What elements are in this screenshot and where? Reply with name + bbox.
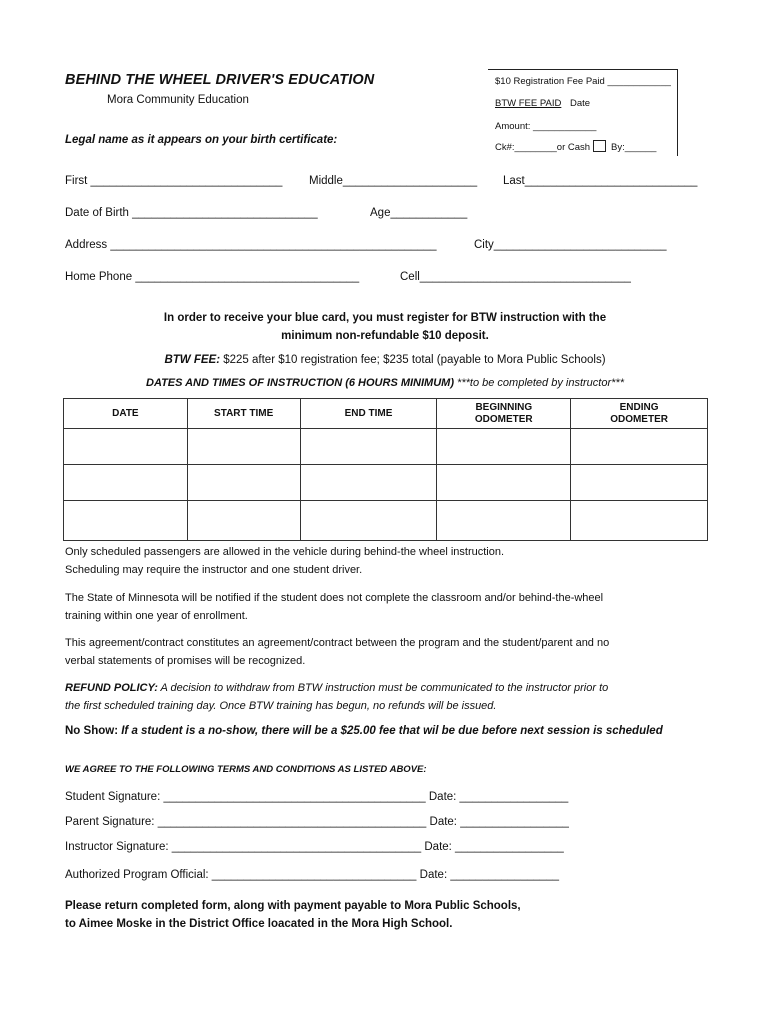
office-use-fee-box [488, 69, 678, 156]
last-name-field[interactable]: Last___________________________ [503, 175, 698, 187]
table-row [64, 501, 708, 541]
ending-odometer-cell[interactable] [571, 501, 708, 541]
no-show-text: If a student is a no-show, there will be a $25.00 fee that wil be due before next session is scheduled [118, 725, 663, 737]
agree-heading: WE AGREE TO THE FOLLOWING TERMS AND CONDITIONS AS LISTED ABOVE: [65, 764, 427, 775]
refund-policy-label: REFUND POLICY: [65, 682, 158, 694]
blue-card-notice-line1: In order to receive your blue card, you must register for BTW instruction with the [163, 312, 607, 324]
dates-heading-label: DATES AND TIMES OF INSTRUCTION (6 HOURS MINIMUM) [146, 377, 454, 389]
home-phone-field[interactable]: Home Phone ___________________________________ [65, 271, 360, 283]
beginning-odometer-cell[interactable] [437, 501, 571, 541]
dates-heading-note: ***to be completed by instructor*** [454, 377, 624, 389]
end-time-cell[interactable] [300, 501, 437, 541]
start-time-cell[interactable] [187, 501, 300, 541]
refund-policy-line2: the first scheduled training day. Once BTW training has begun, no refunds will be issued. [65, 700, 497, 712]
header-beginning-odometer: BEGINNING ODOMETER [437, 399, 571, 429]
form-title: BEHIND THE WHEEL DRIVER'S EDUCATION [65, 72, 375, 88]
age-field[interactable]: Age____________ [370, 207, 468, 219]
no-show-label: No Show: [65, 725, 119, 737]
no-show-policy [65, 722, 663, 740]
date-of-birth-field[interactable]: Date of Birth _____________________________ [65, 207, 318, 219]
passengers-line1: Only scheduled passengers are allowed in the vehicle during behind-the wheel instruction. [65, 546, 505, 558]
instruction-schedule-table [63, 398, 708, 541]
end-time-cell[interactable] [300, 429, 437, 465]
form-subtitle: Mora Community Education [107, 94, 249, 106]
start-time-cell[interactable] [187, 429, 300, 465]
city-field[interactable]: City___________________________ [474, 239, 667, 251]
return-instructions-line1: Please return completed form, along with payment payable to Mora Public Schools, [65, 900, 521, 912]
beginning-odometer-cell[interactable] [437, 429, 571, 465]
start-time-cell[interactable] [187, 465, 300, 501]
header-end-time: END TIME [300, 399, 437, 429]
agreement-line1: This agreement/contract constitutes an agreement/contract between the program and the student/parent and no [65, 637, 610, 649]
state-notice-line1: The State of Minnesota will be notified if the student does not complete the classroom and/or behind-the-wheel [65, 592, 604, 604]
middle-name-field[interactable]: Middle_____________________ [309, 175, 478, 187]
end-time-cell[interactable] [300, 465, 437, 501]
refund-policy-text: A decision to withdraw from BTW instruction must be communicated to the instructor prior to [157, 682, 609, 694]
legal-name-instruction: Legal name as it appears on your birth certificate: [65, 134, 338, 146]
date-cell[interactable] [64, 429, 188, 465]
check-number-field[interactable]: Ck#:________or Cash [495, 142, 591, 153]
registration-fee-paid-field[interactable]: $10 Registration Fee Paid ____________ [495, 76, 671, 87]
first-name-field[interactable]: First ______________________________ [65, 175, 283, 187]
instructor-signature-field[interactable]: Instructor Signature: _______________________________________ Date: _________________ [65, 841, 564, 853]
header-ending-odometer: ENDING ODOMETER [571, 399, 708, 429]
btw-fee-line [0, 354, 770, 366]
address-field[interactable]: Address ___________________________________________________ [65, 239, 437, 251]
cash-checkbox[interactable] [593, 140, 606, 152]
table-row [64, 429, 708, 465]
amount-field[interactable]: Amount: ____________ [495, 121, 597, 132]
header-start-time: START TIME [187, 399, 300, 429]
state-notice-line2: training within one year of enrollment. [65, 610, 248, 622]
header-date: DATE [64, 399, 188, 429]
fee-date-label: Date [570, 98, 591, 109]
passengers-line2: Scheduling may require the instructor and one student driver. [65, 564, 363, 576]
cell-phone-field[interactable]: Cell_________________________________ [400, 271, 631, 283]
refund-policy-line1 [65, 679, 608, 697]
parent-signature-field[interactable]: Parent Signature: __________________________________________ Date: _________________ [65, 816, 569, 828]
date-cell[interactable] [64, 501, 188, 541]
return-instructions-line2: to Aimee Moske in the District Office loacated in the Mora High School. [65, 918, 453, 930]
btw-fee-text: $225 after $10 registration fee; $235 total (payable to Mora Public Schools) [220, 354, 606, 366]
ending-odometer-cell[interactable] [571, 465, 708, 501]
student-signature-field[interactable]: Student Signature: _________________________________________ Date: _________________ [65, 791, 569, 803]
table-row [64, 465, 708, 501]
date-cell[interactable] [64, 465, 188, 501]
dates-heading [0, 377, 770, 389]
table-header-row [64, 399, 708, 429]
btw-fee-label: BTW FEE: [164, 354, 221, 366]
beginning-odometer-cell[interactable] [437, 465, 571, 501]
agreement-line2: verbal statements of promises will be recognized. [65, 655, 306, 667]
blue-card-notice-line2: minimum non-refundable $10 deposit. [281, 330, 489, 342]
program-official-signature-field[interactable]: Authorized Program Official: ________________________________ Date: _________________ [65, 869, 560, 881]
received-by-field[interactable]: By:______ [611, 142, 657, 153]
ending-odometer-cell[interactable] [571, 429, 708, 465]
btw-fee-paid-label: BTW FEE PAID [495, 98, 562, 109]
